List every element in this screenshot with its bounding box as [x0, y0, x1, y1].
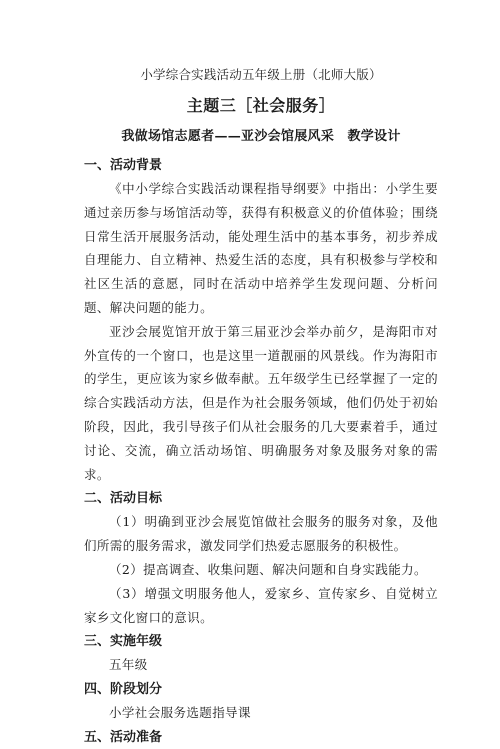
goal-item-3: （3）增强文明服务他人，爱家乡、宣传家乡、自觉树立家乡文化窗口的意识。: [84, 585, 438, 625]
document-subtitle: 我做场馆志愿者——亚沙会馆展风采 教学设计: [121, 129, 401, 144]
background-paragraph-2: 亚沙会展览馆开放于第三届亚沙会举办前夕，是海阳市对外宣传的一个窗口，也是这里一道靓丽的风景线。作为海阳市的学生，更应该为家乡做奉献。五年级学生已经掌握了一定的综合实践活动方法，但是作为社会服务领域，他们仍处于初始阶段，因此，我引导孩子们从社会服务的几大要素着手，通过讨论、交流，确立活动场馆、明确服务对象及服务对象的需求。: [84, 323, 438, 482]
goal-item-2: （2）提高调查、收集问题、解决问题和自身实践能力。: [109, 561, 427, 577]
section-heading-goals: 二、活动目标: [84, 491, 163, 507]
background-paragraph-1: 《中小学综合实践活动课程指导纲要》中指出：小学生要通过亲历参与场馆活动等，获得有积极意义的价值体验；围绕日常生活开展服务活动，能处理生活中的基本事务，初步养成自理能力、自立精神、热爱生活的态度，具有积极参与学校和社区生活的意愿，同时在活动中培养学生发现问题、分析问题、解决问题的能力。: [84, 181, 438, 315]
section-heading-grade: 三、实施年级: [84, 634, 163, 650]
section-heading-preparation: 五、活动准备: [84, 729, 163, 745]
section-heading-stages: 四、阶段划分: [84, 682, 163, 698]
stages-text: 小学社会服务选题指导课: [109, 705, 251, 721]
document-header: 小学综合实践活动五年级上册（北师大版）: [140, 67, 382, 82]
document-title: 主题三［社会服务］: [186, 96, 336, 115]
section-heading-background: 一、活动背景: [84, 158, 163, 173]
grade-text: 五年级: [109, 657, 148, 673]
goal-item-1: （1）明确到亚沙会展览馆做社会服务的服务对象，及他们所需的服务需求，激发同学们热爱志愿服务的积极性。: [84, 514, 438, 554]
